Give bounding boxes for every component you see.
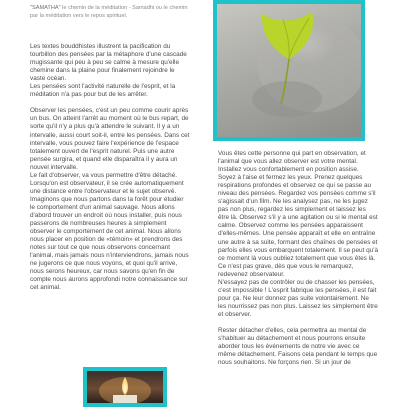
paragraph [30, 99, 190, 107]
paragraph: Observer les pensées, c'est un peu comme courir après un bus. On atteint l'arrêt au moment où le bus repart, de sorte qu'il n'y a plus qu'à attendre le suivant. Il y a un intervalle, aussi court soit-il, entre les pensées. Dans cet intervalle, vous pouvez faire l'expérience de l'espace totalement ouvert de l'esprit naturel. Puis une autre pensée surgira, et quand elle disparaîtra il y aura un nouvel intervalle. [30, 107, 190, 171]
paragraph: Rester détacher d'elles, cela permettra au mental de s'habituer au détachement et nous pourrons ensuite aborder tous les événements de notre vie avec ce même détachement. Faisons cela pendant le temps que nous souhaitons. Ne forçons rien. Si un jour de [218, 327, 378, 367]
tagline [30, 4, 195, 20]
tagline-text: le chemin de la méditation - Samadhi ou le chemin par la méditation vers le repos spirituel. [30, 5, 188, 19]
ginkgo-leaf-illustration [217, 4, 361, 137]
tagline-title: "SAMATHA" [30, 5, 61, 11]
paragraph: Vous êtes cette personne qui part en observation, et l'animal que vous allez observer est votre mental. [218, 150, 366, 166]
paragraph: N'essayez pas de contrôler ou de chasser les pensées, c'est impossible ! L'esprit fabrique les pensées, il est fait pour ça. Ne leur donnez pas suite volontairement. Ne les nourrissez pas non plus. Laissez les simplement être et observer. [218, 278, 378, 318]
paragraph: Installez vous confortablement en position assise. Soyez à l'aise et fermez les yeux. Prenez quelques respirations profondes et observez ce qui se passe au niveau des pensées. Regardez vos pensées comme s'il s'agissait d'un film. Ne les analysez pas, ne les jugez pas non plus, regardez les simplement et laissez les être là. Observez s'il y a une agitation ou si le mental est calme. Observez comme les pensées apparaissent d'elles-mêmes. Une pensée apparaît et elle en entraîne une autre à sa suite, formant des chaînes de pensées et parfois elles vous embarquent totalement. Il se peut qu'à ce moment là vous oubliez totalement que vous êtes là. Ce n'est pas grave, dès que vous le remarquez, redevenez observateur. [218, 166, 379, 278]
right-text-column [218, 150, 378, 367]
left-text-column [30, 43, 190, 292]
candle-photo [83, 367, 167, 407]
ginkgo-leaf-photo [213, 0, 365, 141]
paragraph [218, 319, 378, 327]
candle-flame-illustration [87, 371, 163, 403]
paragraph: Imaginons que nous partons dans la forêt pour étudier le comportement d'un animal sauvage. Nous allons d'abord trouver un endroit où nous installer, puis nous passerons de nombreuses heures à simplement observer le comportement de cet animal. Nous allons nous placer en position de «témoin» et prendrons des notes sur tout ce que nous observons concernant l'animal, mais jamais nous n'interviendrons, jamais nous ne jugerons ce que nous voyons, et quoi qu'il arrive, nous serons heureux, car nous savons qu'en fin de compte nous aurons approfondi notre connaissance sur cet animal. [30, 195, 189, 292]
paragraph: Les pensées sont l'activité naturelle de l'esprit, et la méditation n'a pas pour but de les arrêter. [30, 83, 176, 99]
paragraph: Le fait d'observer, va vous permettre d'être détaché. [30, 171, 178, 179]
paragraph: Lorsqu'on est observateur, il se crée automatiquement une distance entre l'observateur et le sujet observé. [30, 179, 184, 195]
paragraph: Les textes bouddhistes illustrent la pacification du tourbillon des pensées par la métaphore d'une cascade mugissante qui peu à peu se calme à mesure qu'elle chemine dans la plaine pour finalement rejoindre le vaste océan. [30, 43, 187, 83]
